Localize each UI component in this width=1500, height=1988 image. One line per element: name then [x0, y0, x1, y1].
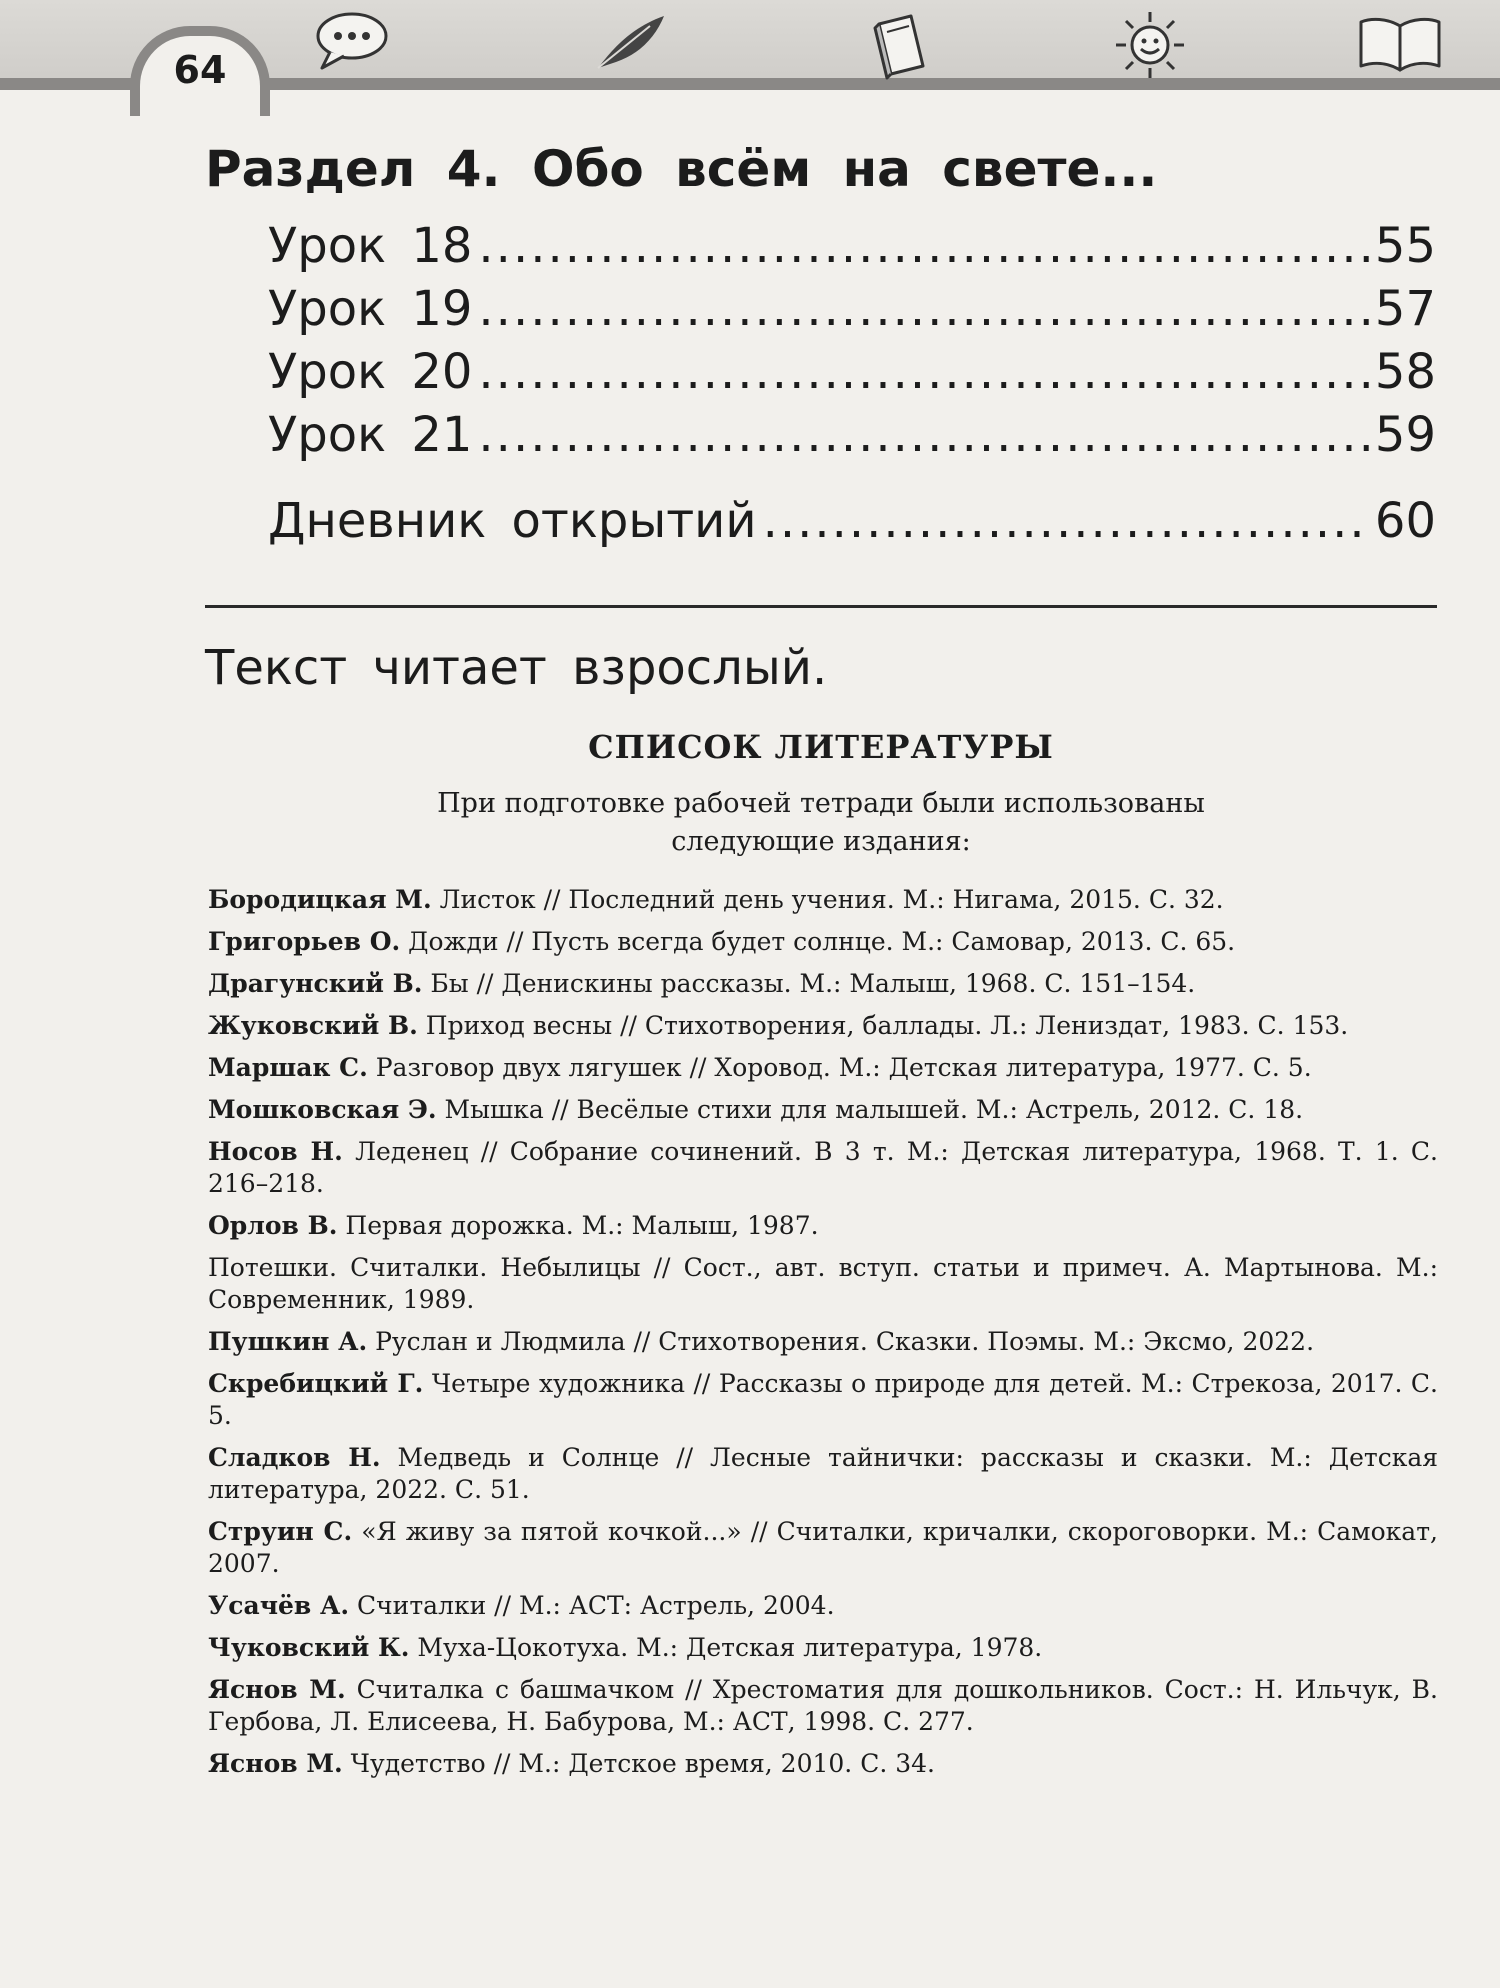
- toc-leader-dots: [478, 407, 1369, 463]
- toc-page: 55: [1374, 218, 1436, 274]
- entry-author: Орлов В.: [208, 1211, 338, 1240]
- toc-label: Урок 21: [268, 407, 473, 463]
- entry-text: Руслан и Людмила // Стихотворения. Сказки. Поэмы. М.: Эксмо, 2022.: [375, 1327, 1315, 1356]
- toc-row-lesson-21: [268, 407, 1436, 469]
- page-number: 64: [173, 48, 227, 92]
- reader-note: Текст читает взрослый.: [205, 640, 828, 696]
- bibliography-entry: [208, 884, 1438, 916]
- entry-text: Первая дорожка. М.: Малыш, 1987.: [345, 1211, 819, 1240]
- bibliography-entry: [208, 1368, 1438, 1432]
- entry-author: Яснов М.: [208, 1749, 343, 1778]
- toc-leader-dots: [478, 218, 1369, 274]
- toc-label: Урок 18: [268, 218, 473, 274]
- bibliography-entry: [208, 1516, 1438, 1580]
- bibliography-entry: [208, 1326, 1438, 1358]
- bibliography-entry: [208, 926, 1438, 958]
- bibliography-entry: [208, 1010, 1438, 1042]
- toc-label: Дневник открытий: [268, 493, 757, 549]
- entry-author: Струин С.: [208, 1517, 353, 1546]
- entry-text: Леденец // Собрание сочинений. В 3 т. М.: Детская литература, 1968. Т. 1. С. 216–218.: [208, 1137, 1439, 1198]
- bibliography-entry: [208, 1442, 1438, 1506]
- sun-icon: [1112, 10, 1188, 80]
- entry-text: Листок // Последний день учения. М.: Нигама, 2015. С. 32.: [439, 885, 1224, 914]
- entry-text: Медведь и Солнце // Лесные тайнички: рассказы и сказки. М.: Детская литература, 2022. С. 51.: [208, 1443, 1439, 1504]
- toc-page: 59: [1374, 407, 1436, 463]
- bibliography-intro: [205, 785, 1437, 861]
- bibliography-entry: [208, 1632, 1438, 1664]
- bibliography-entry: [208, 968, 1438, 1000]
- entry-text: Четыре художника // Рассказы о природе для детей. М.: Стрекоза, 2017. С. 5.: [208, 1369, 1438, 1430]
- entry-text: «Я живу за пятой кочкой...» // Считалки, кричалки, скороговорки. М.: Самокат, 2007.: [208, 1517, 1438, 1578]
- bibliography-entry: [208, 1748, 1438, 1780]
- entry-author: Бородицкая М.: [208, 885, 432, 914]
- entry-author: Мошковская Э.: [208, 1095, 437, 1124]
- speech-bubble-icon: [312, 10, 392, 70]
- bibliography-entry: [208, 1094, 1438, 1126]
- bibliography-entry: [208, 1136, 1438, 1200]
- toc-row-diary: [268, 493, 1436, 555]
- entry-text: Приход весны // Стихотворения, баллады. Л.: Лениздат, 1983. С. 153.: [425, 1011, 1349, 1040]
- entry-author: Драгунский В.: [208, 969, 423, 998]
- toc-page: 57: [1374, 281, 1436, 337]
- entry-author: Носов Н.: [208, 1137, 343, 1166]
- bibliography-entry: [208, 1052, 1438, 1084]
- bibliography-entry: [208, 1674, 1438, 1738]
- entry-text: Разговор двух лягушек // Хоровод. М.: Детская литература, 1977. С. 5.: [375, 1053, 1312, 1082]
- entry-author: Скребицкий Г.: [208, 1369, 424, 1398]
- toc-page: 60: [1374, 493, 1436, 549]
- entry-text: Муха-Цокотуха. М.: Детская литература, 1978.: [417, 1633, 1043, 1662]
- entry-text: Считалка с башмачком // Хрестоматия для дошкольников. Сост.: Н. Ильчук, В. Гербова, Л. Елисеева, Н. Бабурова, М.: АСТ, 1998. С. 277.: [208, 1675, 1438, 1736]
- entry-author: Усачёв А.: [208, 1591, 350, 1620]
- entry-author: Григорьев О.: [208, 927, 401, 956]
- entry-text: Чудетство // М.: Детское время, 2010. С. 34.: [350, 1749, 935, 1778]
- book-icon: [865, 10, 935, 80]
- section-divider: [205, 605, 1437, 608]
- toc-row-lesson-20: [268, 344, 1436, 406]
- entry-text: Бы // Денискины рассказы. М.: Малыш, 1968. С. 151–154.: [430, 969, 1196, 998]
- toc-page: 58: [1374, 344, 1436, 400]
- bibliography-entry: [208, 1252, 1438, 1316]
- entry-text: Мышка // Весёлые стихи для малышей. М.: Астрель, 2012. С. 18.: [444, 1095, 1304, 1124]
- bibliography-list: [208, 884, 1438, 1790]
- toc-label: Урок 20: [268, 344, 473, 400]
- entry-author: Маршак С.: [208, 1053, 368, 1082]
- toc-leader-dots: [763, 493, 1369, 549]
- entry-text: Потешки. Считалки. Небылицы // Сост., авт. вступ. статьи и примеч. А. Мартынова. М.: Современник, 1989.: [208, 1253, 1438, 1314]
- entry-text: Дожди // Пусть всегда будет солнце. М.: Самовар, 2013. С. 65.: [408, 927, 1236, 956]
- entry-author: Чуковский К.: [208, 1633, 410, 1662]
- bibliography-intro-line: При подготовке рабочей тетради были использованы: [437, 788, 1205, 819]
- entry-author: Яснов М.: [208, 1675, 346, 1704]
- bibliography-heading: СПИСОК ЛИТЕРАТУРЫ: [588, 728, 1054, 766]
- entry-author: Жуковский В.: [208, 1011, 418, 1040]
- open-book-icon: [1355, 10, 1445, 74]
- entry-author: Сладков Н.: [208, 1443, 381, 1472]
- section-title: Раздел 4. Обо всём на свете...: [205, 140, 1158, 198]
- feather-icon: [590, 10, 670, 74]
- toc-row-lesson-19: [268, 281, 1436, 343]
- entry-author: Пушкин А.: [208, 1327, 368, 1356]
- bibliography-intro-line: следующие издания:: [671, 826, 971, 857]
- bibliography-entry: [208, 1590, 1438, 1622]
- toc-leader-dots: [478, 344, 1369, 400]
- toc-leader-dots: [478, 281, 1369, 337]
- toc-label: Урок 19: [268, 281, 473, 337]
- toc-row-lesson-18: [268, 218, 1436, 280]
- entry-text: Считалки // М.: АСТ: Астрель, 2004.: [357, 1591, 835, 1620]
- bibliography-entry: [208, 1210, 1438, 1242]
